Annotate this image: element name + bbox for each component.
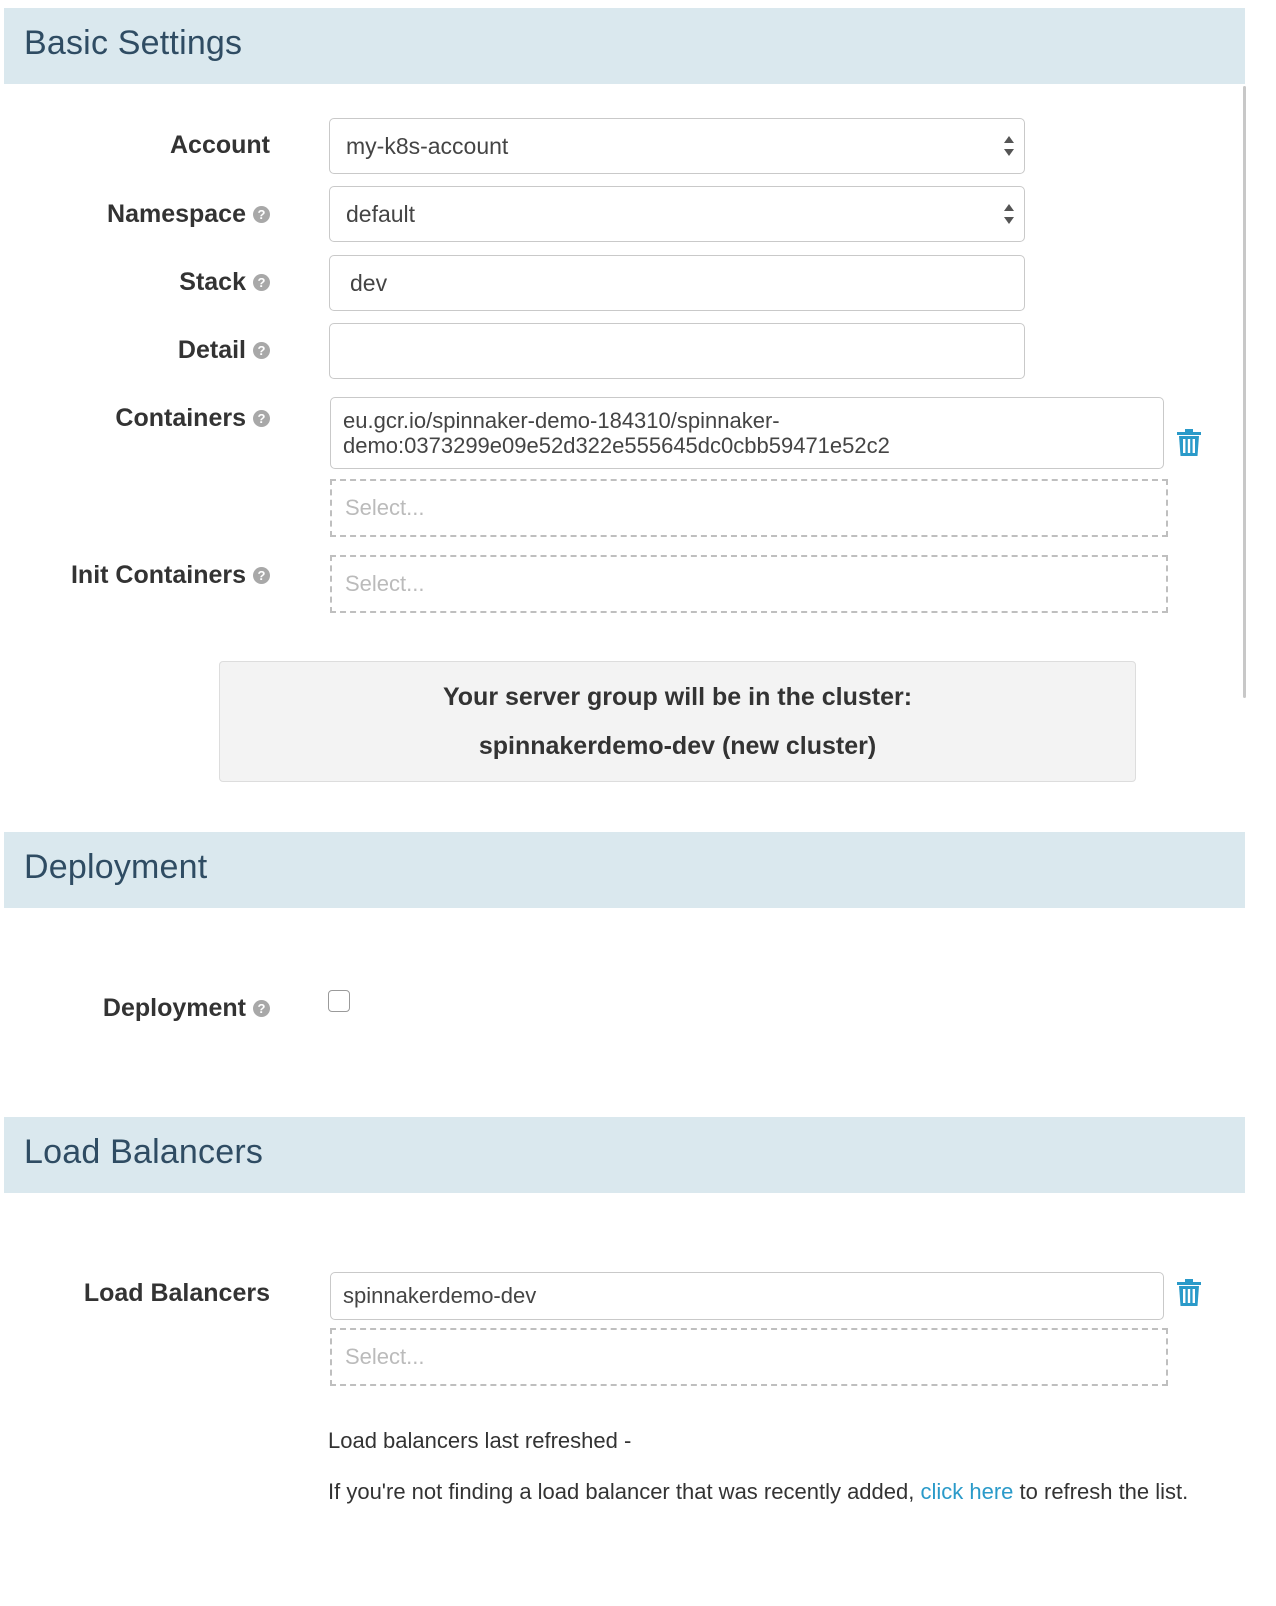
deployment-header: [4, 832, 1245, 908]
containers-label: Containers ?: [115, 404, 270, 433]
load-balancers-last-refreshed: Load balancers last refreshed -: [328, 1428, 632, 1453]
deployment-checkbox[interactable]: [328, 990, 350, 1012]
namespace-select-value: default: [346, 200, 416, 227]
cluster-notice: [219, 661, 1136, 782]
load-balancers-header: [4, 1117, 1245, 1193]
load-balancers-title: Load Balancers: [24, 1133, 264, 1171]
account-label: Account: [170, 131, 270, 159]
help-circle-icon[interactable]: ?: [253, 410, 270, 427]
cluster-notice-line1: Your server group will be in the cluster:: [442, 683, 913, 711]
deployment-title: Deployment: [24, 848, 208, 886]
select-arrows-icon: [1003, 133, 1015, 159]
stack-label: Stack ?: [179, 268, 270, 297]
help-circle-icon[interactable]: ?: [253, 1000, 270, 1017]
basic-settings-header: [4, 8, 1245, 84]
scrollbar[interactable]: [1243, 86, 1246, 698]
help-circle-icon[interactable]: ?: [253, 342, 270, 359]
init-containers-label: Init Containers ?: [71, 561, 270, 590]
load-balancers-label: Load Balancers: [83, 1279, 270, 1307]
help-circle-icon[interactable]: ?: [253, 567, 270, 584]
help-circle-icon[interactable]: ?: [253, 274, 270, 291]
refresh-hint: If you're not finding a load balancer that was recently added, click here to refresh the list.: [328, 1479, 1189, 1504]
containers-select[interactable]: Select...: [330, 479, 1168, 537]
help-circle-icon[interactable]: ?: [253, 206, 270, 223]
detail-label: Detail ?: [178, 336, 270, 365]
containers-selected-item[interactable]: eu.gcr.io/spinnaker-demo-184310/spinnaker- demo:0373299e09e52d322e555645dc0cbb59471e52c2: [330, 397, 1164, 469]
load-balancers-select[interactable]: Select...: [330, 1328, 1168, 1386]
namespace-label: Namespace ?: [107, 200, 270, 229]
trash-icon[interactable]: [1176, 429, 1202, 457]
select-arrows-icon: [1003, 201, 1015, 227]
init-containers-select[interactable]: Select...: [330, 555, 1168, 613]
trash-icon[interactable]: [1176, 1279, 1202, 1307]
account-select-value: my-k8s-account: [346, 132, 509, 159]
refresh-link[interactable]: click here: [920, 1479, 1014, 1504]
basic-settings-title: Basic Settings: [24, 24, 243, 62]
detail-input[interactable]: [329, 323, 1025, 379]
account-select[interactable]: [329, 118, 1025, 174]
load-balancer-selected-item[interactable]: spinnakerdemo-dev: [330, 1272, 1164, 1320]
cluster-name: spinnakerdemo-dev (new cluster): [478, 732, 877, 760]
stack-input[interactable]: [329, 255, 1025, 311]
deployment-label: Deployment ?: [103, 994, 270, 1023]
namespace-select[interactable]: [329, 186, 1025, 242]
